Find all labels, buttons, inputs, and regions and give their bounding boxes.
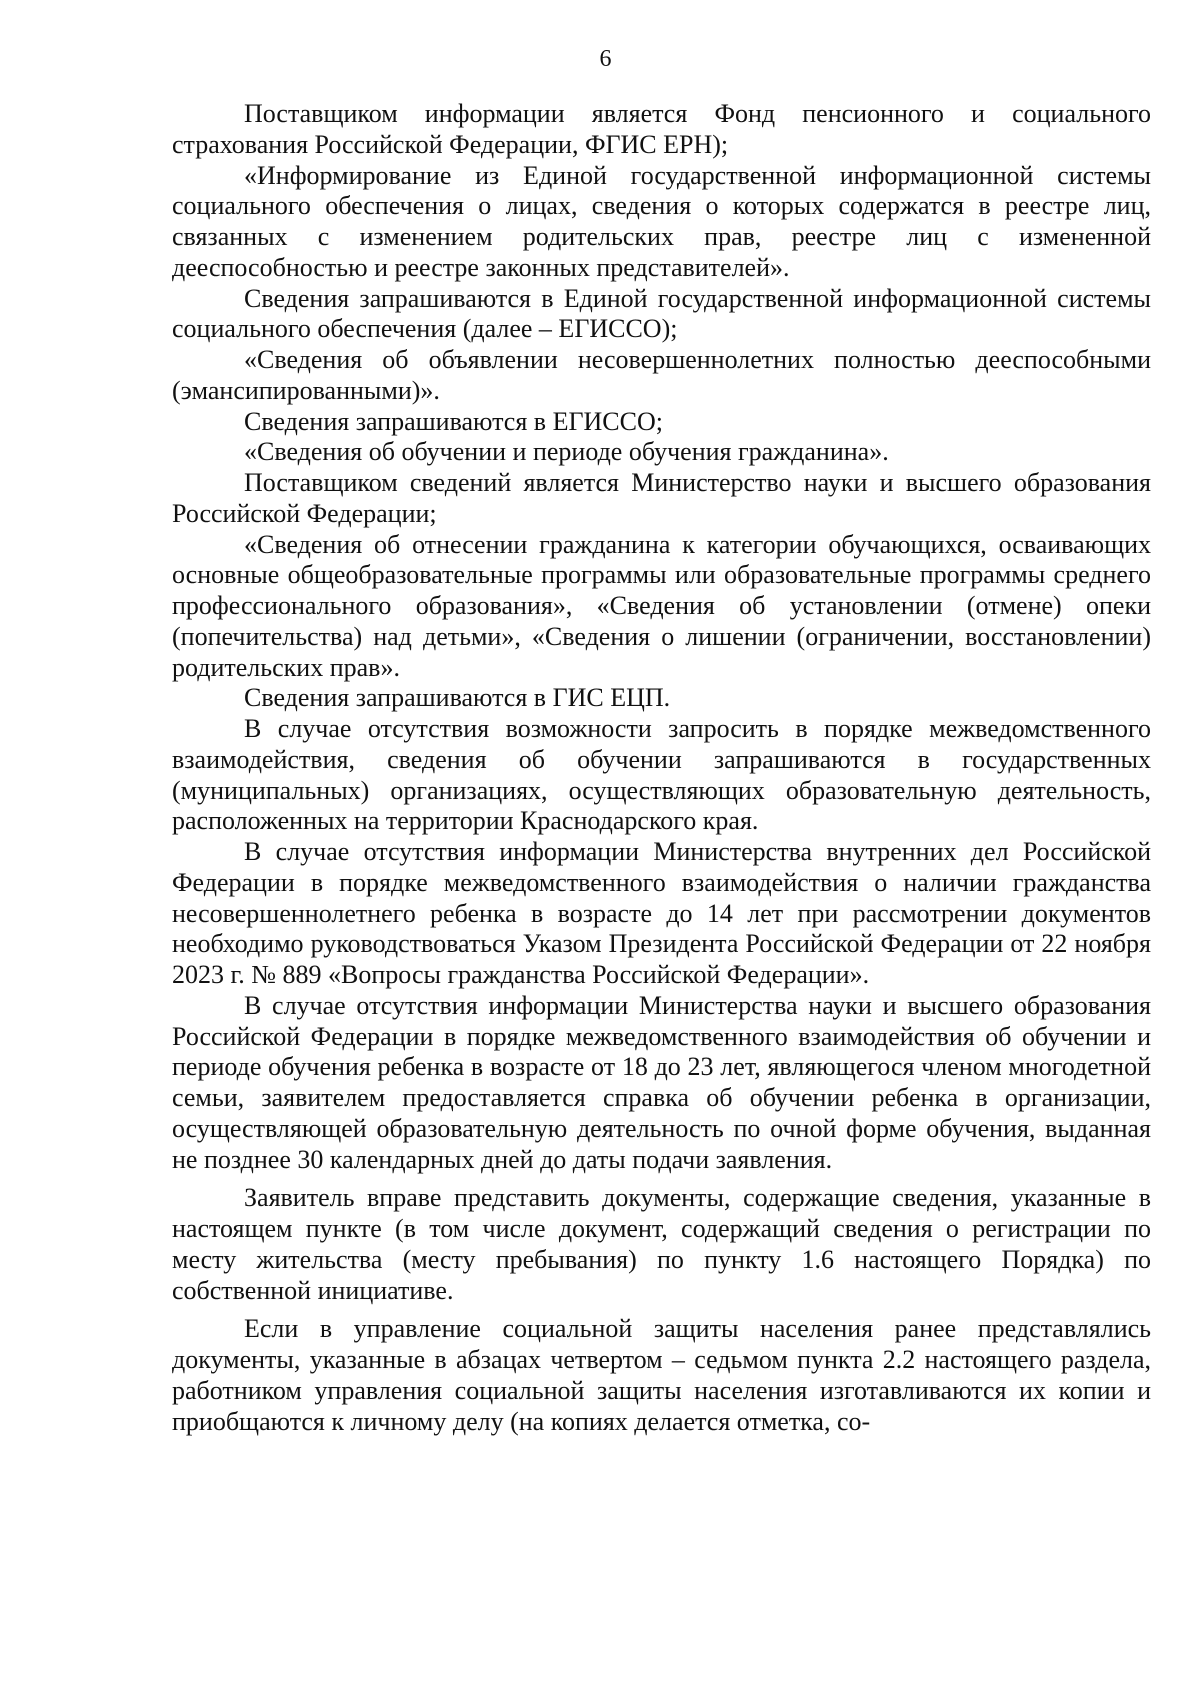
paragraph: В случае отсутствия информации Министерства науки и высшего образования Российской Федерации в порядке межведомственного взаимодействия об обучении и периоде обучения ребенка в возрасте от 18 до 23 лет, являющегося членом многодетной семьи, заявителем предоставляется справка об обучении ребенка в организации, осуществляющей образовательную деятельность по очной форме обучения, выданная не позднее 30 календарных дней до даты подачи заявления. <box>172 990 1151 1174</box>
paragraph-spacer <box>172 1306 1151 1314</box>
paragraph-spacer <box>172 1175 1151 1183</box>
paragraph: «Сведения об обучении и периоде обучения гражданина». <box>244 437 889 467</box>
paragraph: Сведения запрашиваются в ЕГИССО; <box>244 406 663 436</box>
paragraph: В случае отсутствия возможности запросить в порядке межведомственного взаимодействия, сведения об обучении запрашиваются в государственных (муниципальных) организациях, осуществляющих образовательную деятельность, расположенных на территории Краснодарского края. <box>172 714 1151 836</box>
paragraph: «Сведения об отнесении гражданина к категории обучающихся, осваивающих основные общеобразовательные программы или образовательные программы среднего профессионального образования», «Сведения об установлении (отмене) опеки (попечительства) над детьми», «Сведения о лишении (ограничении, восстановлении) родительских прав». <box>172 529 1151 682</box>
paragraph: Поставщиком информации является Фонд пенсионного и социального страхования Российской Федерации, ФГИС ЕРН); <box>172 99 1151 159</box>
paragraph: Если в управление социальной защиты населения ранее представлялись документы, указанные в абзацах четвертом – седьмом пункта 2.2 настоящего раздела, работником управления социальной защиты населения изготавливаются их копии и приобщаются к личному делу (на копиях делается отметка, со- <box>172 1314 1151 1436</box>
paragraph: Сведения запрашиваются в ГИС ЕЦП. <box>244 683 671 713</box>
paragraph: Поставщиком сведений является Министерство науки и высшего образования Российской Федерации; <box>172 468 1151 528</box>
paragraph: Сведения запрашиваются в Единой государственной информационной системы социального обеспечения (далее – ЕГИССО); <box>172 283 1151 344</box>
page-number: 6 <box>599 46 612 72</box>
paragraph: В случае отсутствия информации Министерства внутренних дел Российской Федерации в порядке межведомственного взаимодействия о наличии гражданства несовершеннолетнего ребенка в возрасте до 14 лет при рассмотрении документов необходимо руководствоваться Указом Президента Российской Федерации от 22 ноября 2023 г. № 889 «Вопросы гражданства Российской Федерации». <box>172 837 1151 989</box>
paragraph: «Сведения об объявлении несовершеннолетних полностью дееспособными (эмансипированными)». <box>172 345 1151 405</box>
paragraph: Заявитель вправе представить документы, содержащие сведения, указанные в настоящем пункте (в том числе документ, содержащий сведения о регистрации по месту жительства (месту пребывания) по пункту 1.6 настоящего Порядка) по собственной инициативе. <box>172 1183 1151 1305</box>
document-body <box>172 99 1151 1437</box>
paragraph: «Информирование из Единой государственной информационной системы социального обеспечения о лицах, сведения о которых содержатся в реестре лиц, связанных с изменением родительских прав, реестре лиц с измененной дееспособностью и реестре законных представителей». <box>172 160 1151 282</box>
